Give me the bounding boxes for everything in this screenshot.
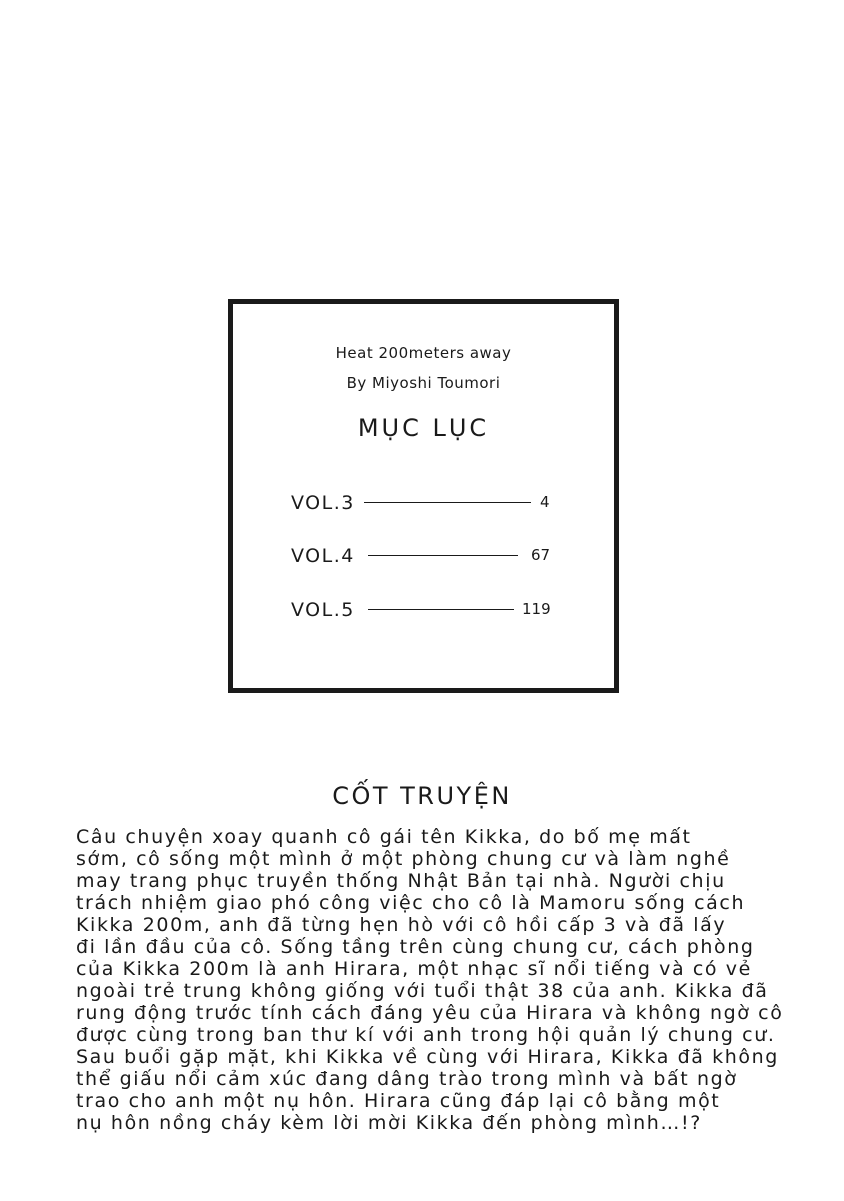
- synopsis-line: thể giấu nổi cảm xúc đang dâng trào trong mình và bất ngờ: [76, 1068, 738, 1090]
- toc-leader-line: [368, 555, 518, 556]
- synopsis-line: đi lần đầu của cô. Sống tầng trên cùng chung cư, cách phòng: [76, 936, 755, 958]
- synopsis-line: nụ hôn nồng cháy kèm lời mời Kikka đến phòng mình…!?: [76, 1112, 702, 1134]
- synopsis-text: [76, 826, 816, 1134]
- synopsis-line: trách nhiệm giao phó công việc cho cô là Mamoru sống cách: [76, 892, 746, 914]
- synopsis-line: Kikka 200m, anh đã từng hẹn hò với cô hồi cấp 3 và đã lấy: [76, 914, 727, 936]
- synopsis-line: sớm, cô sống một mình ở một phòng chung cư và làm nghề: [76, 848, 731, 870]
- toc-entry-volume: VOL.5: [291, 599, 355, 621]
- synopsis-line: Câu chuyện xoay quanh cô gái tên Kikka, do bố mẹ mất: [76, 826, 692, 848]
- toc-entry-page: 67: [531, 546, 551, 564]
- book-title: Heat 200meters away: [335, 344, 512, 362]
- toc-leader-line: [364, 502, 531, 503]
- toc-entry-page: 119: [522, 600, 551, 618]
- synopsis-line: rung động trước tính cách đáng yêu của Hirara và không ngờ cô: [76, 1002, 784, 1024]
- synopsis-line: may trang phục truyền thống Nhật Bản tại nhà. Người chịu: [76, 870, 726, 892]
- synopsis-heading: CỐT TRUYỆN: [332, 782, 512, 810]
- synopsis-line: ngoài trẻ trung không giống với tuổi thật 38 của anh. Kikka đã: [76, 980, 769, 1002]
- synopsis-line: Sau buổi gặp mặt, khi Kikka về cùng với Hirara, Kikka đã không: [76, 1046, 779, 1068]
- synopsis-line: được cùng trong ban thư kí với anh trong hội quản lý chung cư.: [76, 1024, 776, 1046]
- toc-leader-line: [368, 609, 514, 610]
- toc-heading: MỤC LỤC: [357, 414, 490, 442]
- toc-entry-volume: VOL.3: [291, 492, 355, 514]
- toc-entry-page: 4: [540, 493, 550, 511]
- table-of-contents-box: [228, 299, 619, 693]
- synopsis-line: trao cho anh một nụ hôn. Hirara cũng đáp lại cô bằng một: [76, 1090, 721, 1112]
- synopsis-line: của Kikka 200m là anh Hirara, một nhạc sĩ nổi tiếng và có vẻ: [76, 958, 752, 980]
- book-author: By Miyoshi Toumori: [346, 374, 501, 392]
- toc-entry-volume: VOL.4: [291, 545, 355, 567]
